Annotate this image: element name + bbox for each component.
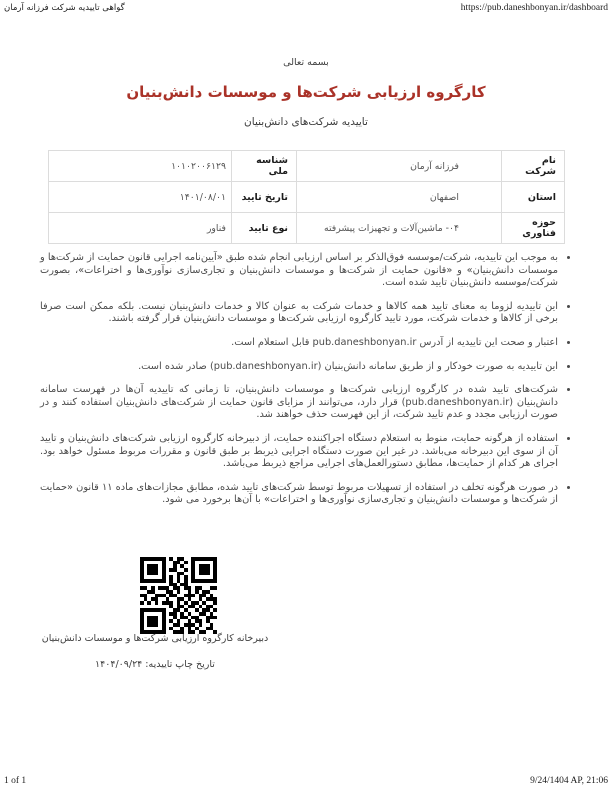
print-header-url: https://pub.daneshbonyan.ir/dashboard xyxy=(460,3,608,13)
bismillah-text: بسمه تعالی xyxy=(283,57,329,68)
approval-date-value: ۱۴۰۱/۰۸/۰۱ xyxy=(49,182,232,213)
company-name-value: فرزانه آرمان xyxy=(297,151,502,182)
legal-notes-section xyxy=(40,252,572,507)
document-subtitle: تاییدیه شرکت‌های دانش‌بنیان xyxy=(244,116,368,128)
table-row xyxy=(49,182,565,213)
certificate-print-date: تاریخ چاپ تاییدیه: ۱۴۰۴/۰۹/۲۴ xyxy=(95,659,215,670)
print-header-document-title: گواهی تاییدیه شرکت فرزانه آرمان xyxy=(4,3,125,13)
table-row xyxy=(49,213,565,244)
document-title: کارگروه ارزیابی شرکت‌ها و موسسات دانش‌بنیان xyxy=(126,83,486,101)
list-item: • این تاییدیه لزوما به معنای تایید همه کالاها و خدمات شرکت به عنوان کالا و خدمات دانش‌بنیان نیست. بلکه ممکن است صرفا برخی از کالاها و خدمات شرکت، مورد تایید کارگروه ارزیابی شرکت‌ها و موسسات دانش‌بنیان قرار گرفته باشند. xyxy=(40,301,558,326)
province-value: اصفهان xyxy=(297,182,502,213)
qr-code xyxy=(140,557,217,634)
legal-notes-list xyxy=(40,252,572,507)
approval-date-label: تاریخ تایید xyxy=(232,182,297,213)
approval-type-value: فناور xyxy=(49,213,232,244)
list-item: • در صورت هرگونه تخلف در استفاده از تسهیلات مربوط توسط شرکت‌های تایید شده، مطابق مجازات‌های ماده ۱۱ قانون «حمایت از شرکت‌ها و موسسات دانش‌بنیان و تجاری‌سازی نوآوری‌ها و اختراعات» با آن‌ها برخورد می شود. xyxy=(40,482,558,507)
list-item: • اعتبار و صحت این تاییدیه از آدرس pub.daneshbonyan.ir قابل استعلام است. xyxy=(40,337,558,350)
technology-field-value: ۰۴- ماشین‌آلات و تجهیزات پیشرفته xyxy=(297,213,502,244)
company-name-label: نام شرکت xyxy=(502,151,565,182)
list-item: • استفاده از هرگونه حمایت، منوط به استعلام دستگاه اجراکننده حمایت، از دبیرخانه کارگروه ارزیابی شرکت‌های دانش‌بنیان و تایید آن از سوی این دبیرخانه می‌باشد. در غیر این صورت دستگاه اجرایی ذیربط بر طبق قانون و مقررات مربوط مسئول خواهد بود. اجرای هر کدام از حمایت‌ها، مطابق دستورالعمل‌های اجرایی مراجع ذیربط می‌باشد. xyxy=(40,433,558,471)
province-label: استان xyxy=(502,182,565,213)
table-row xyxy=(49,151,565,182)
approval-type-label: نوع تایید xyxy=(232,213,297,244)
print-footer-datetime: 9/24/1404 AP, 21:06 xyxy=(530,776,608,786)
list-item: • این تاییدیه به صورت خودکار و از طریق سامانه دانش‌بنیان (pub.daneshbonyan.ir) صادر شده است. xyxy=(40,361,558,374)
list-item: • شرکت‌های تایید شده در کارگروه ارزیابی شرکت‌ها و موسسات دانش‌بنیان، تا زمانی که تاییدیه آن‌ها در فهرست سامانه دانش‌بنیان (pub.daneshbonyan.ir) قرار دارد، می‌توانند از مزایای قانون حمایت از شرکت‌های دانش‌بنیان استفاده کنند و در صورت ارزیابی مجدد و عدم تایید شرکت، از این فهرست حذف خواهند شد. xyxy=(40,384,558,422)
national-id-value: ۱۰۱۰۲۰۰۶۱۲۹ xyxy=(49,151,232,182)
national-id-label: شناسه ملی xyxy=(232,151,297,182)
list-item: • به موجب این تاییدیه، شرکت/موسسه فوق‌الذکر بر اساس ارزیابی انجام شده طبق «آیین‌نامه اجرایی قانون حمایت از شرکت‌ها و موسسات دانش‌بنیان» و «قانون حمایت از شرکت‌ها و موسسات دانش‌بنیان و تجاری‌سازی نوآوری‌ها و اختراعات»، بصورت شرکت/موسسه دانش‌بنیان تایید شده است. xyxy=(40,252,558,290)
company-info-table xyxy=(48,150,565,244)
print-footer-page-number: 1 of 1 xyxy=(4,776,27,786)
secretariat-line: دبیرخانه کارگروه ارزیابی شرکت‌ها و موسسات دانش‌بنیان xyxy=(41,633,269,644)
technology-field-label: حوزه فناوری xyxy=(502,213,565,244)
